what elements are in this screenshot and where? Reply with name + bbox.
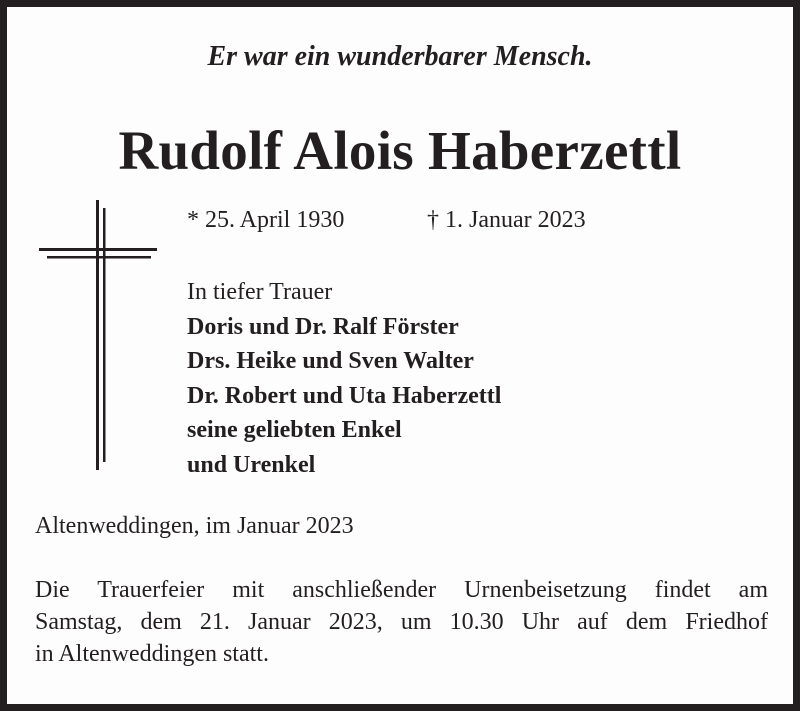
mourners-block bbox=[187, 275, 501, 482]
mourner-line: und Urenkel bbox=[187, 451, 316, 478]
death-date: † 1. Januar 2023 bbox=[427, 207, 586, 233]
mourner-line: seine geliebten Enkel bbox=[187, 417, 402, 443]
birth-date: * 25. April 1930 bbox=[187, 207, 345, 233]
funeral-line: Samstag, dem 21. Januar 2023, um 10.30 Uhr auf dem Friedhof bbox=[35, 609, 768, 635]
mourning-intro: In tiefer Trauer bbox=[187, 279, 333, 305]
cross-icon bbox=[37, 200, 159, 470]
funeral-line: Die Trauerfeier mit anschließender Urnenbeisetzung findet am bbox=[35, 577, 768, 603]
deceased-name: Rudolf Alois Haberzettl bbox=[118, 120, 682, 181]
funeral-info bbox=[35, 574, 768, 670]
funeral-line: in Altenweddingen statt. bbox=[35, 641, 269, 667]
place-date: Altenweddingen, im Januar 2023 bbox=[35, 513, 354, 539]
motto: Er war ein wunderbarer Mensch. bbox=[207, 41, 593, 72]
mourner-line: Dr. Robert und Uta Haberzettl bbox=[187, 382, 502, 409]
mourner-line: Doris und Dr. Ralf Förster bbox=[187, 313, 459, 340]
mourner-line: Drs. Heike und Sven Walter bbox=[187, 348, 474, 374]
